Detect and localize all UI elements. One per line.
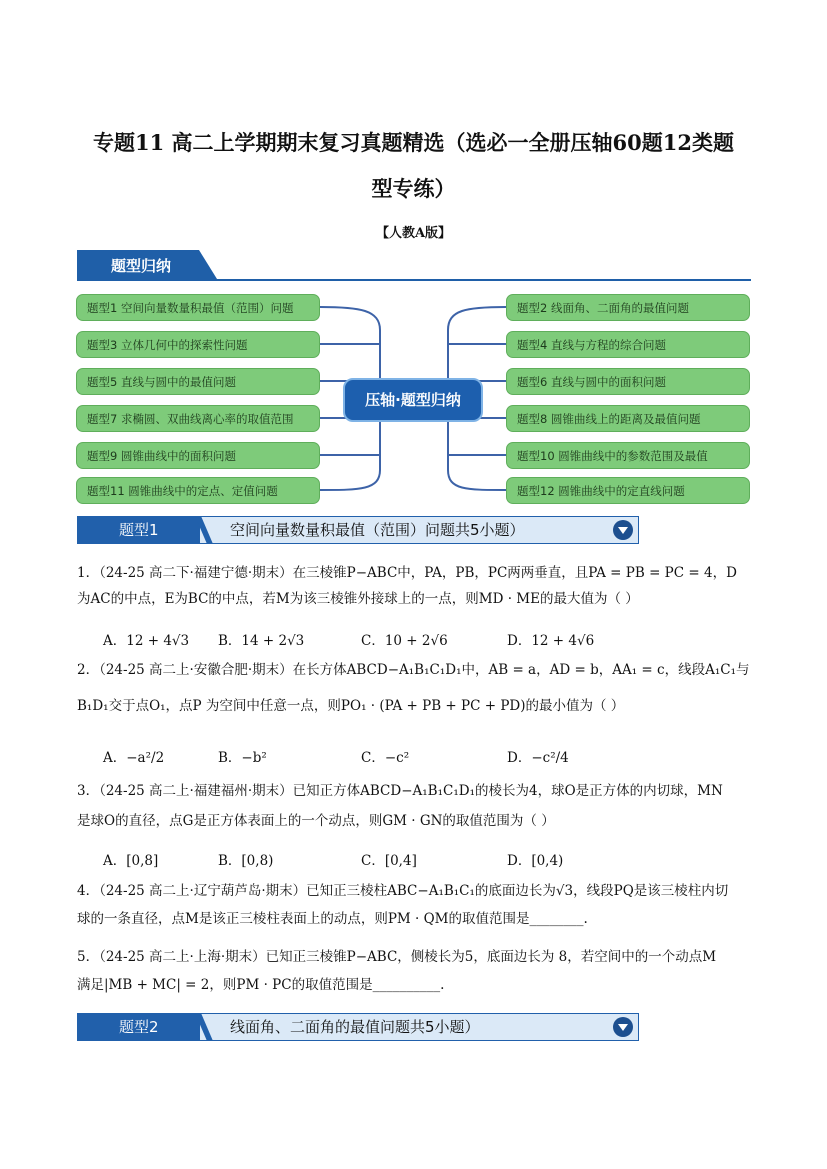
q2-option-d: D．−c²/4 [507, 750, 569, 766]
q3-option-a: A．[0,8] [103, 853, 159, 869]
question-5-line-1: 5．（24-25 高二上·上海·期末）已知正三棱锥P−ABC，侧棱长为5，底面边长为 8，若空间中的一个动点M [77, 949, 717, 965]
section-2-label: 题型2 [77, 1013, 207, 1041]
question-4-line-2: 球的一条直径，点M是该正三棱柱表面上的动点，则PM · QM的取值范围是________. [77, 911, 588, 927]
title-line-1: 专题11 高二上学期期末复习真题精选（选必一全册压轴60题12类题 [93, 130, 734, 155]
question-1 [77, 560, 757, 612]
mindmap-item-type9: 题型9 圆锥曲线中的面积问题 [76, 442, 320, 469]
chevron-down-icon[interactable] [613, 1017, 633, 1037]
mindmap-item-type7: 题型7 求椭圆、双曲线离心率的取值范围 [76, 405, 320, 432]
question-3-options [103, 849, 723, 871]
q3-option-c: C．[0,4] [361, 853, 417, 869]
section-header-2 [77, 1013, 639, 1041]
q2-option-b: B．−b² [218, 750, 267, 766]
q1-option-a: A．12 + 4√3 [103, 633, 190, 649]
mindmap-item-type10: 题型10 圆锥曲线中的参数范围及最值 [506, 442, 750, 469]
question-1-options [103, 629, 723, 651]
question-3-line-2: 是球O的直径，点G是正方体表面上的一个动点，则GM · GN的取值范围为（ ） [77, 813, 555, 829]
edition-label: 【人教A版】 [375, 226, 452, 241]
section-1-divider [195, 516, 213, 544]
mindmap-item-type8: 题型8 圆锥曲线上的距离及最值问题 [506, 405, 750, 432]
question-2 [77, 657, 757, 719]
section-tab-label: 题型归纳 [111, 257, 172, 275]
question-5 [77, 944, 757, 998]
mindmap-item-type11: 题型11 圆锥曲线中的定点、定值问题 [76, 477, 320, 504]
mindmap-item-type5: 题型5 直线与圆中的最值问题 [76, 368, 320, 395]
title-line-2: 型专练） [371, 176, 456, 201]
section-2-title: 线面角、二面角的最值问题共5小题） [199, 1013, 639, 1041]
q2-option-a: A．−a²/2 [103, 750, 165, 766]
q1-option-d: D．12 + 4√6 [507, 633, 595, 649]
question-5-line-2: 满足|MB + MC| = 2，则PM · PC的取值范围是__________. [77, 977, 445, 993]
question-3-line-1: 3．（24-25 高二上·福建福州·期末）已知正方体ABCD−A₁B₁C₁D₁的棱长为4，球O是正方体的内切球，MN [77, 783, 723, 799]
chevron-down-icon[interactable] [613, 520, 633, 540]
question-3 [77, 778, 757, 834]
q2-option-c: C．−c² [361, 750, 410, 766]
section-1-label: 题型1 [77, 516, 207, 544]
question-1-line-2: 为AC的中点，E为BC的中点，若M为该三棱锥外接球上的一点，则MD · ME的最大值为（ ） [77, 591, 639, 607]
q1-option-c: C．10 + 2√6 [361, 633, 448, 649]
question-1-line-1: 1．（24-25 高二下·福建宁德·期末）在三棱锥P−ABC中，PA，PB，PC两两垂直，且PA = PB = PC = 4，D [77, 565, 737, 581]
mindmap-item-type6: 题型6 直线与圆中的面积问题 [506, 368, 750, 395]
mindmap-item-type3: 题型3 立体几何中的探索性问题 [76, 331, 320, 358]
section-2-divider [195, 1013, 213, 1041]
question-2-line-1: 2．（24-25 高二上·安徽合肥·期末）在长方体ABCD−A₁B₁C₁D₁中，AB = a，AD = b，AA₁ = c，线段A₁C₁与 [77, 662, 750, 678]
mindmap-item-type12: 题型12 圆锥曲线中的定直线问题 [506, 477, 750, 504]
q3-option-d: D．[0,4) [507, 853, 564, 869]
question-2-line-2: B₁D₁交于点O₁，点P 为空间中任意一点，则PO₁ · (PA + PB + PC + PD)的最小值为（ ） [77, 698, 625, 714]
section-1-title: 空间向量数量积最值（范围）问题共5小题） [199, 516, 639, 544]
section-header-1 [77, 516, 639, 544]
question-4 [77, 878, 757, 932]
question-2-options [103, 746, 723, 768]
q3-option-b: B．[0,8) [218, 853, 274, 869]
question-4-line-1: 4．（24-25 高二上·辽宁葫芦岛·期末）已知正三棱柱ABC−A₁B₁C₁的底面边长为√3，线段PQ是该三棱柱内切 [77, 883, 729, 899]
mindmap-item-type2: 题型2 线面角、二面角的最值问题 [506, 294, 750, 321]
mindmap-item-type4: 题型4 直线与方程的综合问题 [506, 331, 750, 358]
q1-option-b: B．14 + 2√3 [218, 633, 305, 649]
mindmap-item-type1: 题型1 空间向量数量积最值（范围）问题 [76, 294, 320, 321]
mindmap-center: 压轴·题型归纳 [343, 378, 483, 422]
